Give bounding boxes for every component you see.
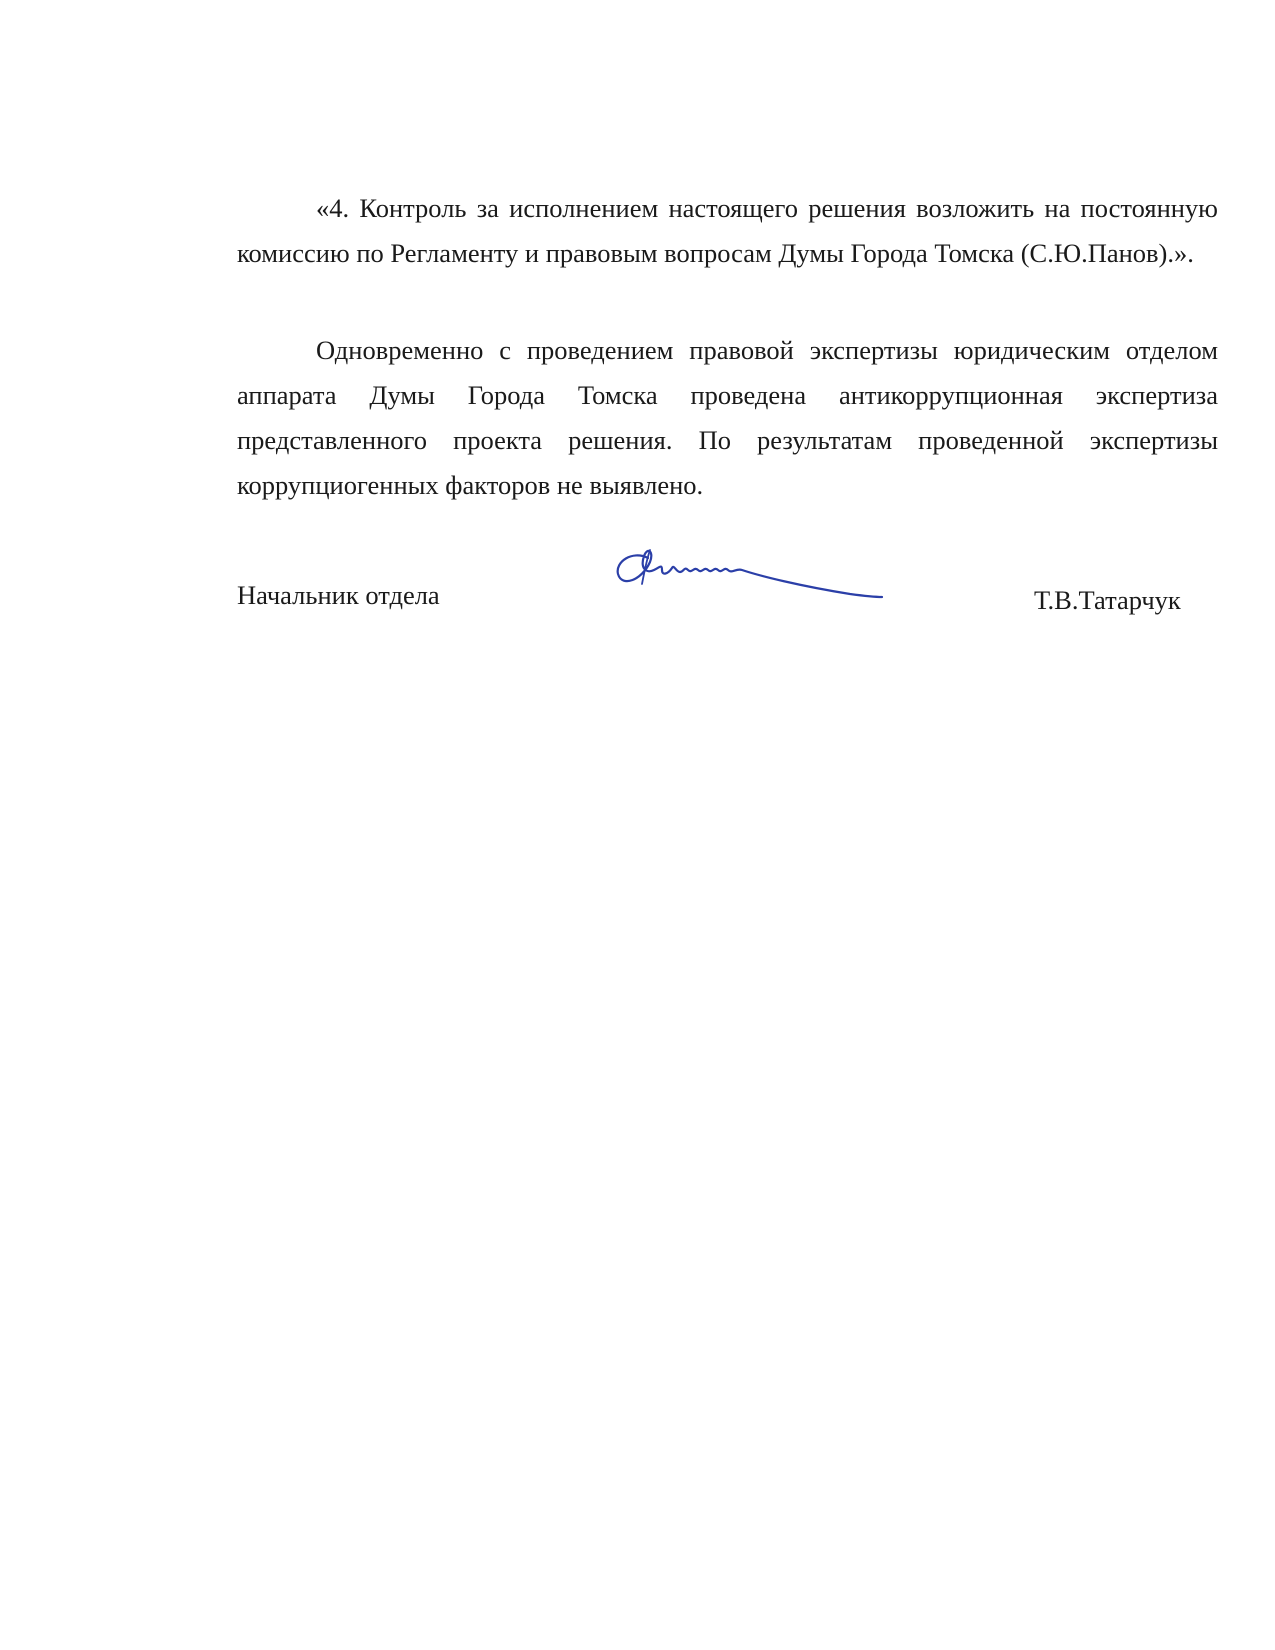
signer-position-title: Начальник отдела [237, 580, 440, 610]
signer-name: Т.В.Татарчук [1034, 585, 1181, 615]
signature-block [0, 540, 1275, 630]
handwritten-signature-icon [610, 540, 900, 620]
paragraph-anticorruption-expertise: Одновременно с проведением правовой экспертизы юридическим отделом аппарата Думы Города Томска проведена антикоррупционная экспертиза представленного проекта решения. По результатам проведенной экспертизы коррупциогенных факторов не выявлено. [237, 335, 1218, 500]
paragraph-control-clause: «4. Контроль за исполнением настоящего решения возложить на постоянную комиссию по Регламенту и правовым вопросам Думы Города Томска (С.Ю.Панов).». [237, 193, 1218, 268]
